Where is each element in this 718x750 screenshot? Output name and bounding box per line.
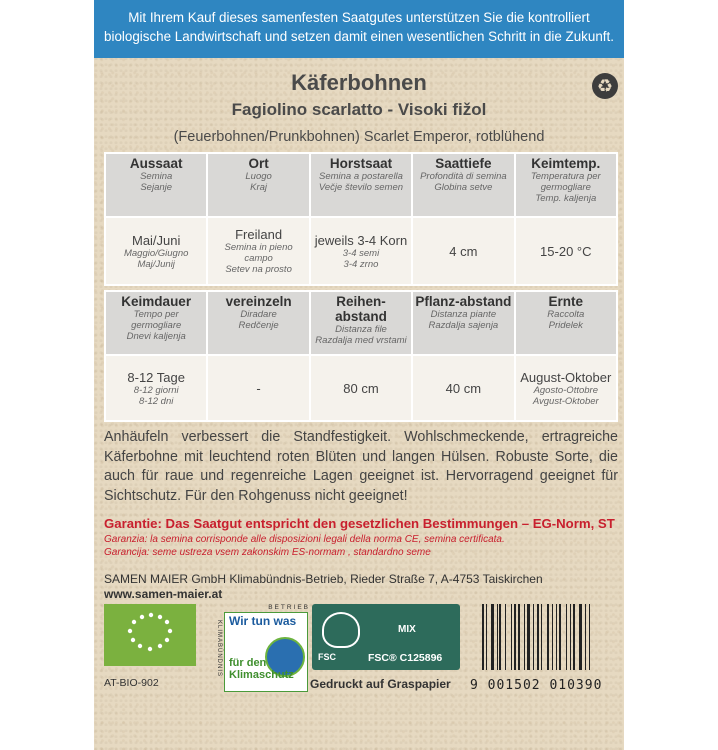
value-cell: 80 cm <box>310 355 412 421</box>
barcode-icon <box>482 604 618 674</box>
value-cell: Freiland Semina in pieno campo Setev na prosto <box>207 217 309 285</box>
fsc-logo <box>312 604 460 670</box>
header-cell: vereinzeln Diradare Redčenje <box>207 291 309 355</box>
fsc-tree-icon <box>322 612 360 648</box>
value-cell: 40 cm <box>412 355 514 421</box>
product-variety: (Feuerbohnen/Prunkbohnen) Scarlet Emperor, rotblühend <box>173 129 545 145</box>
guarantee-de: Garantie: Das Saatgut entspricht den gesetzlichen Bestimmungen – EG-Norm, ST <box>104 516 615 531</box>
header-cell: Horstsaat Semina a postarella Večje število semen <box>310 153 412 217</box>
sowing-table <box>104 152 618 286</box>
header-cell: Keimtemp. Temperatura per germogliare Temp. kaljenja <box>515 153 617 217</box>
guarantee-it: Garanzia: la semina corrisponde alle disposizioni legali della norma CE, semina certificata. <box>104 534 505 545</box>
fsc-mix-label: MIX <box>398 624 416 635</box>
recycle-icon: ♻ <box>592 73 618 99</box>
value-cell: 8-12 Tage 8-12 giorni 8-12 dni <box>105 355 207 421</box>
header-cell: Aussaat Semina Sejanje <box>105 153 207 217</box>
guarantee-sl: Garancija: seme ustreza vsem zakonskim ES-normam , standardno seme <box>104 547 431 558</box>
header-cell: Ort Luogo Kraj <box>207 153 309 217</box>
header-cell: Keimdauer Tempo per germogliare Dnevi kaljenja <box>105 291 207 355</box>
header-cell: Ernte Raccolta Pridelek <box>515 291 617 355</box>
klimabuendnis-line1: Wir tun was <box>229 614 297 628</box>
klimabuendnis-box <box>224 612 308 692</box>
company-address: SAMEN MAIER GmbH Klimabündnis-Betrieb, Rieder Straße 7, A-4753 Taiskirchen <box>104 572 543 586</box>
eu-organic-code: AT-BIO-902 <box>104 677 159 689</box>
guarantee-block <box>104 515 624 559</box>
klimabuendnis-side-text: KLIMABÜNDNIS <box>216 620 222 678</box>
company-website[interactable]: www.samen-maier.at <box>104 587 223 601</box>
header-cell: Pflanz-abstand Distanza piante Razdalja sajenja <box>412 291 514 355</box>
fsc-code: FSC® C125896 <box>368 652 443 664</box>
value-cell: jeweils 3-4 Korn 3-4 semi 3-4 zrno <box>310 217 412 285</box>
product-title: Käferbohnen <box>291 70 427 95</box>
klimabuendnis-top-text: BETRIEB <box>268 604 310 611</box>
eu-organic-leaf-icon <box>104 604 196 666</box>
product-subtitle: Fagiolino scarlatto - Visoki fižol <box>231 100 487 119</box>
fsc-label: FSC <box>318 652 336 662</box>
info-banner: Mit Ihrem Kauf dieses samenfesten Saatgutes unterstützen Sie die kontrolliert biologische Landwirtschaft und setzen damit einen wesentlichen Schritt in die Zukunft. <box>94 0 624 58</box>
value-cell: 4 cm <box>412 217 514 285</box>
value-cell: - <box>207 355 309 421</box>
value-cell: Mai/Juni Maggio/Giugno Maj/Junij <box>105 217 207 285</box>
growing-table <box>104 290 618 422</box>
header-cell: Reihen-abstand Distanza file Razdalja med vrstami <box>310 291 412 355</box>
product-description: Anhäufeln verbessert die Standfestigkeit. Wohlschmeckende, ertragreiche Käferbohne mit leuchtend roten Blüten und langen Hülsen. Robuste Sorte, die auch für raue und regenreiche Lagen geeignet ist. Hervorragend geeignet für Sichtschutz. Für den Rohgenuss nicht geeignet! <box>104 429 618 504</box>
company-info <box>104 572 624 602</box>
value-cell: 15-20 °C <box>515 217 617 285</box>
printed-on-note: Gedruckt auf Graspapier <box>310 677 451 691</box>
barcode-number: 9 001502 010390 <box>470 678 603 693</box>
header-cell: Saattiefe Profondità di semina Globina setve <box>412 153 514 217</box>
klimabuendnis-logo <box>210 604 310 694</box>
value-cell: August-Oktober Agosto-Ottobre Avgust-Oktober <box>515 355 617 421</box>
klimabuendnis-line2: für den Klimaschutz <box>229 657 294 681</box>
